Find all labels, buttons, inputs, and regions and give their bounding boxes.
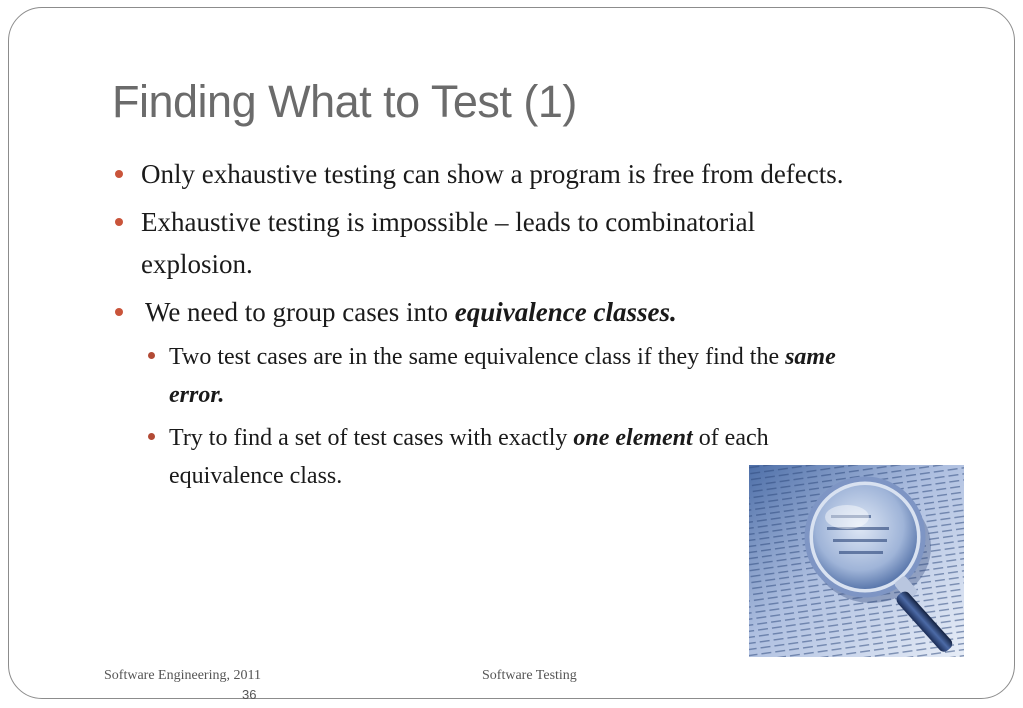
bullet-3-text: We need to group cases into [145, 297, 455, 327]
bullet-2-line2: explosion. [141, 249, 253, 279]
sub-bullet-2-line1: Try to find a set of test cases with exactly [169, 425, 574, 451]
bullet-2 [141, 201, 961, 285]
page-number: 36 [242, 687, 257, 702]
sub-bullet-2-emphasis: one element [573, 425, 693, 451]
sub-bullet-1-line1: Two test cases are in the same equivalence class if they find the [169, 344, 786, 370]
magnifying-glass-icon [749, 465, 964, 657]
magnifying-glass-photo [749, 465, 964, 657]
bullet-dot-icon [115, 170, 123, 178]
slide-title: Finding What to Test (1) [112, 76, 577, 127]
sub-bullet-1-emphasis-1: same [785, 344, 836, 370]
sub-bullet-1 [169, 338, 959, 414]
sub-bullet-2-after: of each [692, 425, 769, 451]
bullet-dot-icon [115, 218, 123, 226]
sub-bullet-2-line2: equivalence class. [169, 463, 343, 489]
sub-bullet-1-emphasis-2: error. [169, 382, 225, 408]
sub-bullet-dot-icon [148, 352, 155, 359]
bullet-2-line1: Exhaustive testing is impossible – leads to combinatorial [141, 207, 756, 237]
bullet-1 [141, 153, 961, 195]
bullet-dot-icon [115, 308, 123, 316]
sub-bullet-dot-icon [148, 433, 155, 440]
footer-left: Software Engineering, 2011 [104, 668, 261, 683]
footer-center: Software Testing [482, 668, 577, 683]
bullet-3 [145, 291, 965, 333]
bullet-3-emphasis: equivalence classes. [454, 297, 677, 327]
bullet-1-text: Only exhaustive testing can show a program is free from defects. [141, 159, 844, 189]
